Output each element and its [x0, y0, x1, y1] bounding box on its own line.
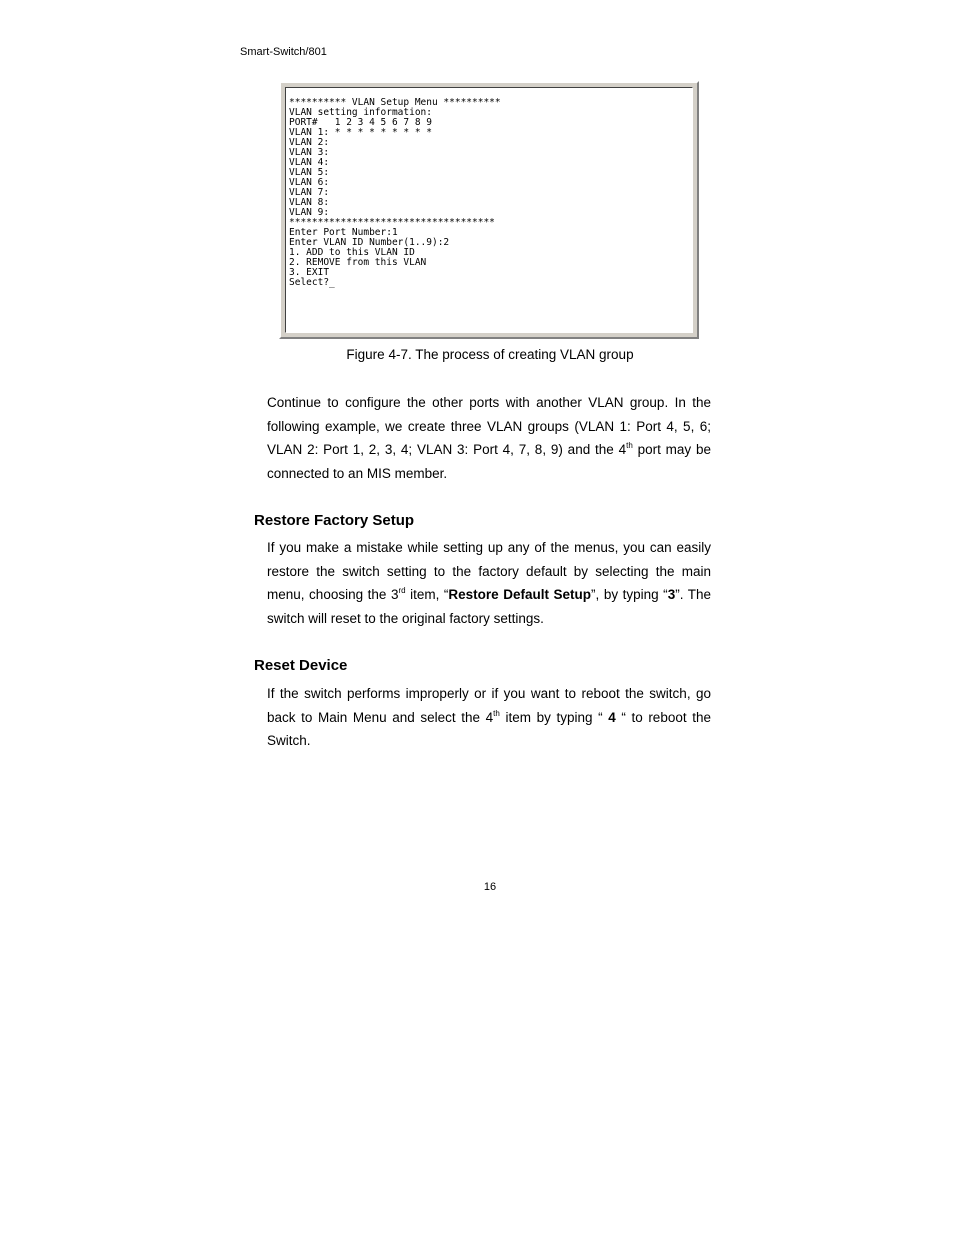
terminal-line: VLAN 4: — [289, 157, 330, 168]
terminal-line: VLAN 1: * * * * * * * * * — [289, 127, 432, 138]
terminal-line: Select?_ — [289, 277, 335, 288]
terminal-line: ********** VLAN Setup Menu ********** — [289, 97, 501, 108]
terminal-screen — [285, 87, 693, 333]
paragraph-text: Continue to configure the other ports with another VLAN group. In the following example, we create three VLAN groups (VLAN 1: Port 4, 5, 6; VLAN 2: Port 1, 2, 3, 4; VLAN 3: Port 4, 7, 8, 9) and the 4 — [267, 395, 711, 457]
bold-text: 3 — [667, 587, 676, 602]
terminal-line: 2. REMOVE from this VLAN — [289, 257, 427, 268]
heading-reset-device: Reset Device — [254, 657, 348, 674]
bold-text: 4 — [608, 709, 616, 725]
terminal-line: VLAN 6: — [289, 177, 330, 188]
terminal-line: VLAN 8: — [289, 197, 330, 208]
terminal-line: VLAN setting information: — [289, 107, 432, 118]
superscript: th — [626, 441, 633, 450]
terminal-line: VLAN 9: — [289, 207, 330, 218]
vlan-paragraph — [267, 391, 711, 485]
terminal-line: Enter VLAN ID Number(1..9):2 — [289, 237, 450, 248]
paragraph-text: If the switch performs improperly or if you want to reboot the switch, go back to Main Menu and select the 4 — [267, 686, 711, 725]
paragraph-text: item, “ — [405, 587, 449, 602]
superscript: th — [493, 708, 500, 718]
paragraph-text: If you make a mistake while setting up any of the menus, you can easily restore the switch setting to the factory default by selecting the main menu, choosing the 3 — [267, 540, 711, 602]
restore-paragraph — [267, 536, 711, 630]
page-header: Smart-Switch/801 — [240, 46, 327, 58]
bold-text: Restore Default Setup — [448, 587, 592, 602]
paragraph-text: ”, by typing “ — [591, 587, 668, 602]
terminal-line: VLAN 5: — [289, 167, 330, 178]
figure-caption: Figure 4-7. The process of creating VLAN group — [346, 347, 634, 362]
terminal-line: Enter Port Number:1 — [289, 227, 398, 238]
terminal-line: VLAN 3: — [289, 147, 330, 158]
terminal-line: ************************************ — [289, 217, 495, 228]
superscript: rd — [398, 586, 406, 595]
reset-paragraph — [267, 682, 711, 753]
paragraph-text: item by typing “ — [499, 709, 609, 725]
paragraph-text: ”. The switch will reset to the original factory settings. — [267, 587, 712, 626]
terminal-line: 1. ADD to this VLAN ID — [289, 247, 415, 258]
terminal-window — [279, 81, 699, 339]
paragraph-text: “ to reboot the Switch. — [267, 709, 711, 748]
page-number: 16 — [483, 881, 497, 893]
terminal-line: PORT# 1 2 3 4 5 6 7 8 9 — [289, 117, 432, 128]
heading-restore-factory-setup: Restore Factory Setup — [254, 512, 415, 529]
paragraph-text: port may be connected to an MIS member. — [267, 442, 711, 481]
terminal-line: VLAN 7: — [289, 187, 330, 198]
terminal-line: VLAN 2: — [289, 137, 330, 148]
terminal-line: 3. EXIT — [289, 267, 330, 278]
